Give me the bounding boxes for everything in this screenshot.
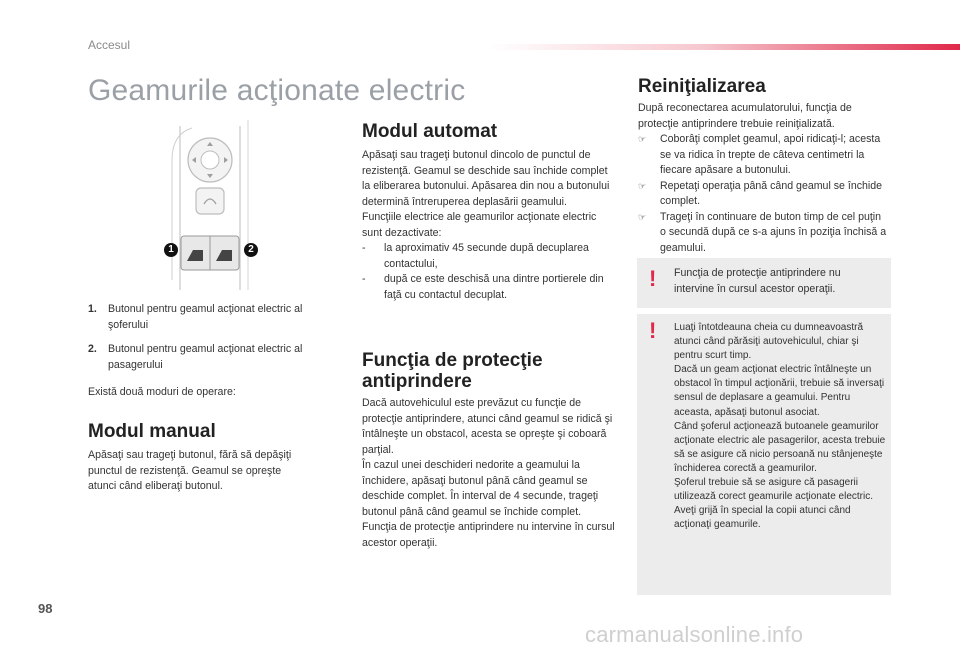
window-switch-panel-drawing — [162, 120, 272, 290]
dash-marker: - — [362, 273, 366, 285]
warning-1-text: Funcţia de protecţie antiprindere nu intervine în cursul acestor operaţii. — [674, 267, 841, 295]
arrow-bullet-icon: ☞ — [638, 211, 647, 222]
reinit-step-item — [638, 132, 888, 179]
automat-body — [362, 148, 618, 303]
reinit-steps-list — [638, 132, 888, 256]
warning-exclamation-icon: ! — [649, 318, 657, 343]
protectie-paragraph-1: Dacă autovehiculul este prevăzut cu funcţie de protecţie antiprindere, atunci când geamul se ridică şi întâlneşte un obstacol, acesta se opreşte şi coboară parţial. — [362, 397, 613, 456]
arrow-bullet-icon: ☞ — [638, 134, 647, 144]
warning-box-1 — [637, 258, 891, 308]
automat-condition-item — [362, 241, 618, 272]
legend-item — [88, 302, 338, 333]
watermark-text: carmanualsonline.info — [585, 622, 804, 647]
protectie-body — [362, 396, 618, 551]
manual-text: Apăsaţi sau trageţi butonul, fără să depăşiţi punctul de rezistenţă. Geamul se opreşte atunci când eliberaţi butonul. — [88, 449, 292, 492]
reinit-heading: Reiniţializarea — [638, 76, 766, 97]
automat-paragraph-2: Funcţiile electrice ale geamurilor acţionate electric sunt dezactivate: — [362, 211, 597, 239]
automat-condition-text: după ce este deschisă una dintre portierele din faţă cu contactul decuplat. — [384, 273, 604, 301]
callout-badge-1-label: 1 — [168, 244, 174, 255]
protectie-heading: Funcţia de protecţie antiprindere — [362, 350, 543, 392]
door-panel-illustration — [162, 120, 272, 290]
automat-paragraph-1: Apăsaţi sau trageţi butonul dincolo de punctul de rezistenţă. Geamul se deschide sau închide complet la eliberarea butonului. Apăsarea din nou a butonului determină întreruperea deplasării geamului. — [362, 149, 610, 208]
warning-2-line: Şoferul trebuie să se asigure că pasagerii utilizează corect geamurile acţionate electric. — [674, 477, 873, 503]
reinit-body — [638, 101, 888, 256]
automat-conditions-list — [362, 241, 618, 303]
legend-item-number: 1. — [88, 303, 97, 315]
warning-box-2 — [637, 314, 891, 595]
arrow-bullet-icon: ☞ — [638, 180, 647, 191]
page-title: Geamurile acţionate electric — [88, 74, 466, 107]
automat-condition-item — [362, 272, 618, 303]
warning-2-text — [674, 321, 888, 532]
legend-list — [88, 302, 338, 373]
warning-2-line: Când şoferul acţionează butoanele geamurilor acţionate electric ale pasagerilor, acesta trebuie să se asigure că nicio persoană nu stânjeneşte închiderea corectă a geamurilor. — [674, 420, 886, 474]
manual-heading: Modul manual — [88, 421, 216, 442]
reinit-intro: După reconectarea acumulatorului, funcţia de protecţie antiprindere trebuie reiniţializată. — [638, 102, 852, 130]
legend-item — [88, 342, 338, 373]
protectie-paragraph-3: Funcţia de protecţie antiprindere nu intervine în cursul acestor operaţii. — [362, 521, 615, 549]
legend-item-text: Butonul pentru geamul acţionat electric al pasagerului — [108, 343, 303, 371]
automat-heading: Modul automat — [362, 121, 498, 142]
dash-marker: - — [362, 242, 366, 254]
warning-2-line: Dacă un geam acţionat electric întâlneşte un obstacol în timpul acţionării, trebuie să inversaţi sensul de deplasare a geamului. Pentru aceasta, apăsaţi butonul asociat. — [674, 364, 885, 418]
header-accent-bar — [490, 44, 960, 50]
page-number: 98 — [38, 601, 53, 616]
reinit-step-item — [638, 179, 888, 210]
intro-text: Există două moduri de operare: — [88, 386, 236, 398]
warning-exclamation-icon: ! — [649, 266, 657, 291]
reinit-step-text: Repetaţi operaţia până când geamul se închide complet. — [660, 179, 883, 207]
automat-condition-text: la aproximativ 45 secunde după decuplarea contactului, — [384, 242, 589, 270]
reinit-step-text: Coborâţi complet geamul, apoi ridicaţi-l; acesta se va ridica în trepte de câteva centimetri la fiecare apăsare a butonului. — [660, 133, 881, 176]
legend-list-container — [88, 302, 338, 382]
warning-2-line: Aveţi grijă în special la copii atunci când acţionaţi geamurile. — [674, 505, 851, 531]
callout-badge-1 — [164, 243, 178, 257]
protectie-paragraph-2: În cazul unei deschideri nedorite a geamului la închidere, apăsaţi butonul până când geamul se deschide complet. În interval de 4 secunde, trageţi butonul până când geamul se închide complet. — [362, 459, 599, 518]
reinit-step-item — [638, 210, 888, 257]
callout-badge-2-label: 2 — [248, 244, 254, 255]
warning-2-line: Luaţi întotdeauna cheia cu dumneavoastră atunci când părăsiţi autovehiculul, chiar şi pentru scurt timp. — [674, 322, 864, 362]
legend-item-text: Butonul pentru geamul acţionat electric al şoferului — [108, 303, 303, 331]
legend-item-number: 2. — [88, 343, 97, 355]
reinit-step-text: Trageţi în continuare de buton timp de cel puţin o secundă după ce s-a ajuns în poziţia închisă a geamului. — [660, 210, 887, 254]
callout-badge-2 — [244, 243, 258, 257]
section-label: Accesul — [88, 38, 131, 52]
